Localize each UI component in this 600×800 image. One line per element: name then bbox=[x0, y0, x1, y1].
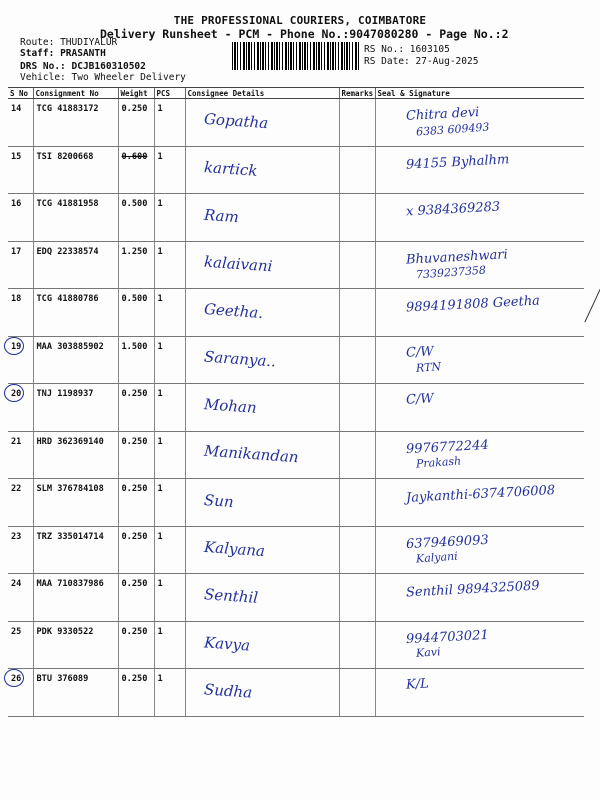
pen-stroke bbox=[584, 268, 600, 323]
weight-text: 1.250 bbox=[121, 246, 148, 257]
pieces-text: 1 bbox=[157, 246, 163, 257]
rs-no-label: RS No.: bbox=[364, 44, 405, 55]
serial-number-text: 24 bbox=[11, 579, 22, 589]
route-value: THUDIYALUR bbox=[60, 37, 118, 48]
pieces-text: 1 bbox=[157, 436, 163, 447]
handwritten-signature-extra: RTN bbox=[415, 359, 441, 375]
pieces-text: 1 bbox=[157, 579, 163, 589]
pieces-text: 1 bbox=[157, 294, 163, 304]
route-label: Route: bbox=[20, 37, 55, 48]
serial-number bbox=[8, 431, 33, 479]
table-row bbox=[8, 336, 584, 384]
col-pcs: PCS bbox=[154, 88, 185, 99]
consignment-number-text: TCG 41883172 bbox=[36, 104, 99, 114]
remarks-cell bbox=[339, 336, 375, 384]
consignee-cell bbox=[185, 621, 339, 669]
remarks-cell bbox=[339, 194, 375, 242]
serial-number-text: 18 bbox=[11, 294, 22, 304]
drs-value: DCJB160310502 bbox=[71, 61, 146, 72]
handwritten-consignee: Gopatha bbox=[202, 109, 269, 133]
signature-cell bbox=[375, 336, 584, 384]
handwritten-signature: K/L bbox=[405, 676, 429, 693]
company-title: THE PROFESSIONAL COURIERS, COIMBATORE bbox=[173, 14, 427, 27]
consignment-number-text: MAA 710837986 bbox=[36, 579, 104, 589]
signature-cell bbox=[375, 99, 584, 147]
consignment-number-text: BTU 376089 bbox=[36, 674, 89, 684]
pieces bbox=[154, 479, 185, 527]
handwritten-signature: C/W bbox=[405, 391, 434, 408]
handwritten-consignee: kartick bbox=[202, 157, 258, 180]
serial-number bbox=[8, 194, 33, 242]
signature-cell bbox=[375, 574, 584, 622]
serial-number-text: 22 bbox=[11, 484, 22, 494]
table-row bbox=[8, 574, 584, 622]
weight bbox=[118, 99, 154, 147]
pieces-text: 1 bbox=[157, 531, 163, 542]
remarks-cell bbox=[339, 479, 375, 527]
consignee-cell bbox=[185, 99, 339, 147]
handwritten-signature-extra: 7339237358 bbox=[415, 263, 486, 281]
staff-value: PRASANTH bbox=[60, 48, 106, 59]
signature-cell bbox=[375, 669, 584, 717]
consignment-number-text: SLM 376784108 bbox=[36, 484, 104, 494]
signature-cell bbox=[375, 384, 584, 432]
serial-number bbox=[8, 241, 33, 289]
table-row bbox=[8, 526, 584, 574]
weight-text: 0.250 bbox=[121, 484, 148, 494]
table-row bbox=[8, 146, 584, 194]
pieces bbox=[154, 431, 185, 479]
table-row bbox=[8, 479, 584, 527]
serial-number-text: 26 bbox=[11, 674, 22, 684]
handwritten-signature-extra: Kalyani bbox=[415, 549, 458, 565]
rs-no-line bbox=[364, 44, 450, 55]
serial-number bbox=[8, 669, 33, 717]
consignment-number bbox=[33, 574, 118, 622]
consignment-number bbox=[33, 241, 118, 289]
handwritten-consignee: Saranya.. bbox=[202, 347, 276, 370]
pieces bbox=[154, 384, 185, 432]
signature-cell bbox=[375, 289, 584, 337]
weight bbox=[118, 289, 154, 337]
consignment-number-text: MAA 303885902 bbox=[36, 341, 104, 352]
pieces bbox=[154, 241, 185, 289]
pen-circle-mark bbox=[4, 669, 24, 687]
pieces bbox=[154, 146, 185, 194]
handwritten-signature: 6379469093 bbox=[405, 532, 489, 552]
serial-number-text: 19 bbox=[11, 341, 22, 352]
serial-number bbox=[8, 289, 33, 337]
signature-cell bbox=[375, 431, 584, 479]
consignee-cell bbox=[185, 479, 339, 527]
weight bbox=[118, 621, 154, 669]
serial-number bbox=[8, 574, 33, 622]
rs-no-value: 1603105 bbox=[409, 44, 450, 55]
signature-cell bbox=[375, 621, 584, 669]
serial-number-text: 20 bbox=[11, 389, 22, 399]
pieces-text: 1 bbox=[157, 674, 163, 684]
table-row bbox=[8, 289, 584, 337]
weight bbox=[118, 574, 154, 622]
weight bbox=[118, 526, 154, 574]
weight bbox=[118, 669, 154, 717]
signature-cell bbox=[375, 194, 584, 242]
remarks-cell bbox=[339, 241, 375, 289]
remarks-cell bbox=[339, 289, 375, 337]
rs-date-value: 27-Aug-2025 bbox=[415, 56, 479, 67]
pieces-text: 1 bbox=[157, 626, 163, 637]
serial-number bbox=[8, 621, 33, 669]
serial-number bbox=[8, 479, 33, 527]
weight-text: 0.250 bbox=[121, 626, 148, 637]
pieces bbox=[154, 336, 185, 384]
serial-number-text: 23 bbox=[11, 531, 22, 542]
table-row bbox=[8, 431, 584, 479]
consignee-cell bbox=[185, 241, 339, 289]
consignment-number bbox=[33, 146, 118, 194]
handwritten-consignee: Mohan bbox=[202, 395, 257, 417]
vehicle-value: Two Wheeler Delivery bbox=[71, 72, 186, 83]
handwritten-signature-extra: Kavi bbox=[415, 644, 441, 660]
handwritten-signature: Senthil 9894325089 bbox=[405, 578, 540, 601]
weight-text: 0.250 bbox=[121, 531, 148, 542]
consignment-number bbox=[33, 336, 118, 384]
signature-cell bbox=[375, 526, 584, 574]
consignment-number-text: TRZ 335014714 bbox=[36, 531, 104, 542]
weight bbox=[118, 146, 154, 194]
drs-label: DRS No.: bbox=[20, 61, 66, 72]
consignment-number-text: TCG 41881958 bbox=[36, 199, 99, 209]
consignment-number bbox=[33, 431, 118, 479]
pieces-text: 1 bbox=[157, 341, 163, 352]
col-weight: Weight bbox=[118, 88, 154, 99]
handwritten-consignee: kalaivani bbox=[202, 252, 273, 275]
pieces bbox=[154, 574, 185, 622]
pieces bbox=[154, 669, 185, 717]
consignment-number bbox=[33, 99, 118, 147]
drs-line bbox=[20, 61, 146, 72]
pen-circle-mark bbox=[4, 384, 24, 402]
serial-number-text: 17 bbox=[11, 246, 22, 257]
weight bbox=[118, 479, 154, 527]
col-signature: Seal & Signature bbox=[375, 88, 584, 99]
pieces-text: 1 bbox=[157, 104, 163, 114]
weight-text: 1.500 bbox=[121, 341, 148, 352]
handwritten-consignee: Geetha. bbox=[202, 299, 264, 323]
remarks-cell bbox=[339, 384, 375, 432]
consignment-number-text: TSI 8200668 bbox=[36, 151, 94, 162]
vehicle-line bbox=[20, 72, 186, 83]
serial-number-text: 25 bbox=[11, 626, 22, 637]
handwritten-signature: 94155 Byhalhm bbox=[405, 151, 510, 173]
handwritten-signature: Bhuvaneshwari bbox=[405, 246, 508, 268]
serial-number-text: 15 bbox=[11, 151, 22, 162]
consignment-number-text: TCG 41880786 bbox=[36, 294, 99, 304]
serial-number bbox=[8, 146, 33, 194]
weight-text: 0.250 bbox=[121, 104, 148, 114]
consignment-number bbox=[33, 479, 118, 527]
consignment-number-text: HRD 362369140 bbox=[36, 436, 104, 447]
table-row bbox=[8, 99, 584, 147]
weight-text: 0.250 bbox=[121, 389, 148, 399]
consignee-cell bbox=[185, 336, 339, 384]
signature-cell bbox=[375, 146, 584, 194]
pieces bbox=[154, 621, 185, 669]
handwritten-consignee: Kavya bbox=[202, 632, 251, 655]
table-row bbox=[8, 669, 584, 717]
pieces-text: 1 bbox=[157, 151, 163, 162]
weight bbox=[118, 431, 154, 479]
vehicle-label: Vehicle: bbox=[20, 72, 66, 83]
rs-date-line bbox=[364, 56, 478, 67]
table-row bbox=[8, 384, 584, 432]
pieces bbox=[154, 194, 185, 242]
remarks-cell bbox=[339, 574, 375, 622]
consignee-cell bbox=[185, 384, 339, 432]
remarks-cell bbox=[339, 621, 375, 669]
col-remarks: Remarks bbox=[339, 88, 375, 99]
consignment-number bbox=[33, 384, 118, 432]
weight-text: 0.250 bbox=[121, 674, 148, 684]
weight bbox=[118, 384, 154, 432]
consignment-number bbox=[33, 669, 118, 717]
weight bbox=[118, 194, 154, 242]
handwritten-consignee: Sun bbox=[202, 490, 234, 512]
handwritten-signature: C/W bbox=[405, 343, 434, 361]
col-consignment: Consignment No bbox=[33, 88, 118, 99]
table-row bbox=[8, 241, 584, 289]
pieces-text: 1 bbox=[157, 484, 163, 494]
table-header-row bbox=[8, 88, 584, 99]
remarks-cell bbox=[339, 526, 375, 574]
handwritten-consignee: Sudha bbox=[202, 680, 253, 702]
handwritten-signature: Jaykanthi-6374706008 bbox=[405, 483, 555, 506]
col-sno: S No bbox=[8, 88, 33, 99]
serial-number-text: 14 bbox=[11, 104, 22, 114]
handwritten-signature-extra: 6383 609493 bbox=[415, 120, 490, 139]
consignment-number bbox=[33, 526, 118, 574]
runsheet-table bbox=[8, 87, 584, 717]
table-row bbox=[8, 194, 584, 242]
pen-circle-mark bbox=[4, 337, 24, 355]
staff-label: Staff: bbox=[20, 48, 55, 59]
consignee-cell bbox=[185, 574, 339, 622]
runsheet-subtitle: Delivery Runsheet - PCM - Phone No.:9047080280 - Page No.:2 bbox=[100, 27, 509, 41]
consignee-cell bbox=[185, 146, 339, 194]
barcode bbox=[232, 42, 360, 70]
serial-number bbox=[8, 336, 33, 384]
consignment-number-text: PDK 9330522 bbox=[36, 626, 94, 637]
serial-number bbox=[8, 526, 33, 574]
signature-cell bbox=[375, 241, 584, 289]
table-row bbox=[8, 621, 584, 669]
weight bbox=[118, 336, 154, 384]
consignment-number bbox=[33, 289, 118, 337]
signature-cell bbox=[375, 479, 584, 527]
handwritten-consignee: Ram bbox=[202, 205, 239, 227]
weight-text: 0.250 bbox=[121, 579, 148, 589]
consignee-cell bbox=[185, 669, 339, 717]
pieces-text: 1 bbox=[157, 199, 163, 209]
weight-text: 0.600 bbox=[121, 151, 148, 162]
handwritten-signature: x 9384369283 bbox=[405, 199, 501, 220]
staff-line bbox=[20, 48, 106, 59]
remarks-cell bbox=[339, 99, 375, 147]
handwritten-signature: Chitra devi bbox=[405, 105, 480, 124]
consignee-cell bbox=[185, 431, 339, 479]
weight-text: 0.250 bbox=[121, 436, 148, 447]
consignment-number bbox=[33, 194, 118, 242]
serial-number-text: 21 bbox=[11, 436, 22, 447]
weight bbox=[118, 241, 154, 289]
remarks-cell bbox=[339, 669, 375, 717]
serial-number bbox=[8, 384, 33, 432]
consignee-cell bbox=[185, 194, 339, 242]
remarks-cell bbox=[339, 146, 375, 194]
handwritten-consignee: Manikandan bbox=[202, 441, 299, 466]
remarks-cell bbox=[339, 431, 375, 479]
handwritten-signature: 9944703021 bbox=[405, 627, 489, 647]
weight-text: 0.500 bbox=[121, 199, 148, 209]
handwritten-consignee: Kalyana bbox=[202, 537, 266, 560]
handwritten-signature: 9894191808 Geetha bbox=[405, 293, 540, 316]
handwritten-consignee: Senthil bbox=[202, 585, 259, 607]
pieces bbox=[154, 99, 185, 147]
serial-number-text: 16 bbox=[11, 199, 22, 209]
consignment-number-text: TNJ 1198937 bbox=[36, 389, 94, 399]
consignee-cell bbox=[185, 526, 339, 574]
consignee-cell bbox=[185, 289, 339, 337]
handwritten-signature: 9976772244 bbox=[405, 437, 489, 457]
weight-text: 0.500 bbox=[121, 294, 148, 304]
route-line bbox=[20, 37, 117, 48]
pieces-text: 1 bbox=[157, 389, 163, 399]
handwritten-signature-extra: Prakash bbox=[415, 453, 462, 471]
rs-date-label: RS Date: bbox=[364, 56, 410, 67]
serial-number bbox=[8, 99, 33, 147]
pieces bbox=[154, 526, 185, 574]
pieces bbox=[154, 289, 185, 337]
consignment-number-text: EDQ 22338574 bbox=[36, 246, 99, 257]
col-consignee: Consignee Details bbox=[185, 88, 339, 99]
consignment-number bbox=[33, 621, 118, 669]
